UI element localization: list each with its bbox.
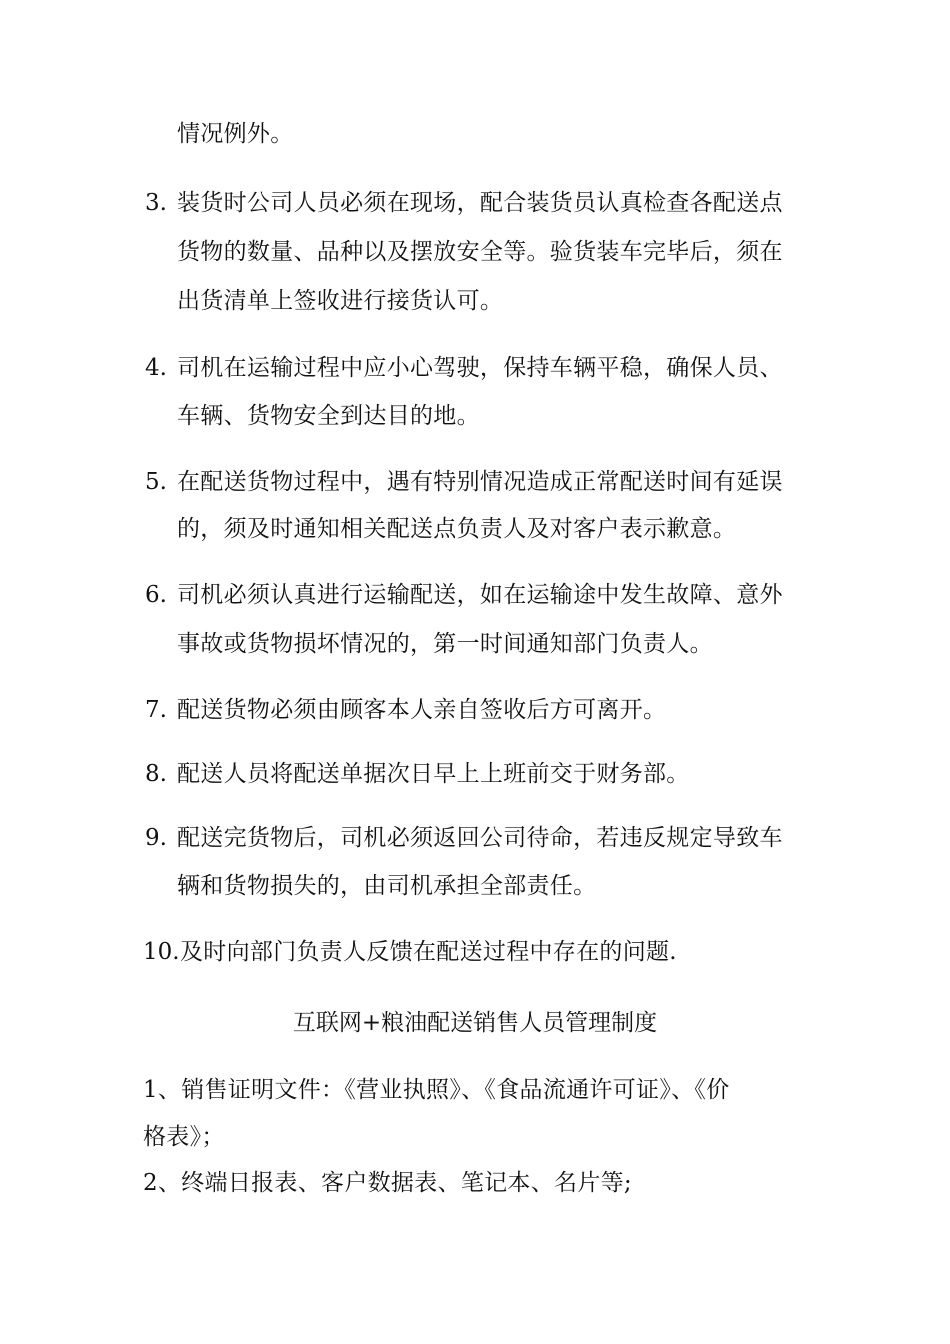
- item-line: 及时向部门负责人反馈在配送过程中存在的问题.: [180, 939, 677, 965]
- item-line: 配送人员将配送单据次日早上上班前交于财务部。: [177, 761, 690, 787]
- item-number: 9.: [145, 825, 167, 851]
- item-number: 8.: [145, 761, 167, 787]
- item-line: 装货时公司人员必须在现场，配合装货员认真检查各配送点: [177, 190, 783, 216]
- item-number: 7.: [145, 697, 167, 723]
- item-line: 货物的数量、品种以及摆放安全等。验货装车完毕后，须在: [177, 239, 783, 265]
- item-number: 4.: [145, 355, 167, 381]
- continuation-line: 情况例外。: [177, 121, 294, 147]
- item-number: 6.: [145, 582, 167, 608]
- item-line: 司机在运输过程中应小心驾驶，保持车辆平稳，确保人员、: [177, 355, 783, 381]
- item-number: 10.: [143, 939, 180, 965]
- item-line: 事故或货物损坏情况的，第一时间通知部门负责人。: [177, 631, 713, 657]
- item-line: 配送货物必须由顾客本人亲自签收后方可离开。: [177, 697, 667, 723]
- item-line: 的，须及时通知相关配送点负责人及对客户表示歉意。: [177, 516, 737, 542]
- section-paragraph-line: 格表》；: [143, 1124, 225, 1150]
- section-paragraph-line: 1、销售证明文件：《营业执照》、《食品流通许可证》、《价: [143, 1077, 730, 1103]
- item-number: 5.: [145, 469, 167, 495]
- item-line: 在配送货物过程中，遇有特别情况造成正常配送时间有延误: [177, 469, 783, 495]
- item-line: 配送完货物后，司机必须返回公司待命，若违反规定导致车: [177, 825, 783, 851]
- item-number: 3.: [145, 190, 167, 216]
- item-line: 出货清单上签收进行接货认可。: [177, 288, 504, 314]
- section-paragraph-line: 2、终端日报表、客户数据表、笔记本、名片等;: [143, 1170, 632, 1196]
- item-line: 司机必须认真进行运输配送，如在运输途中发生故障、意外: [177, 582, 783, 608]
- section-title: 互联网+粮油配送销售人员管理制度: [292, 1010, 658, 1036]
- item-line: 辆和货物损失的，由司机承担全部责任。: [177, 873, 597, 899]
- item-line: 车辆、货物安全到达目的地。: [177, 403, 480, 429]
